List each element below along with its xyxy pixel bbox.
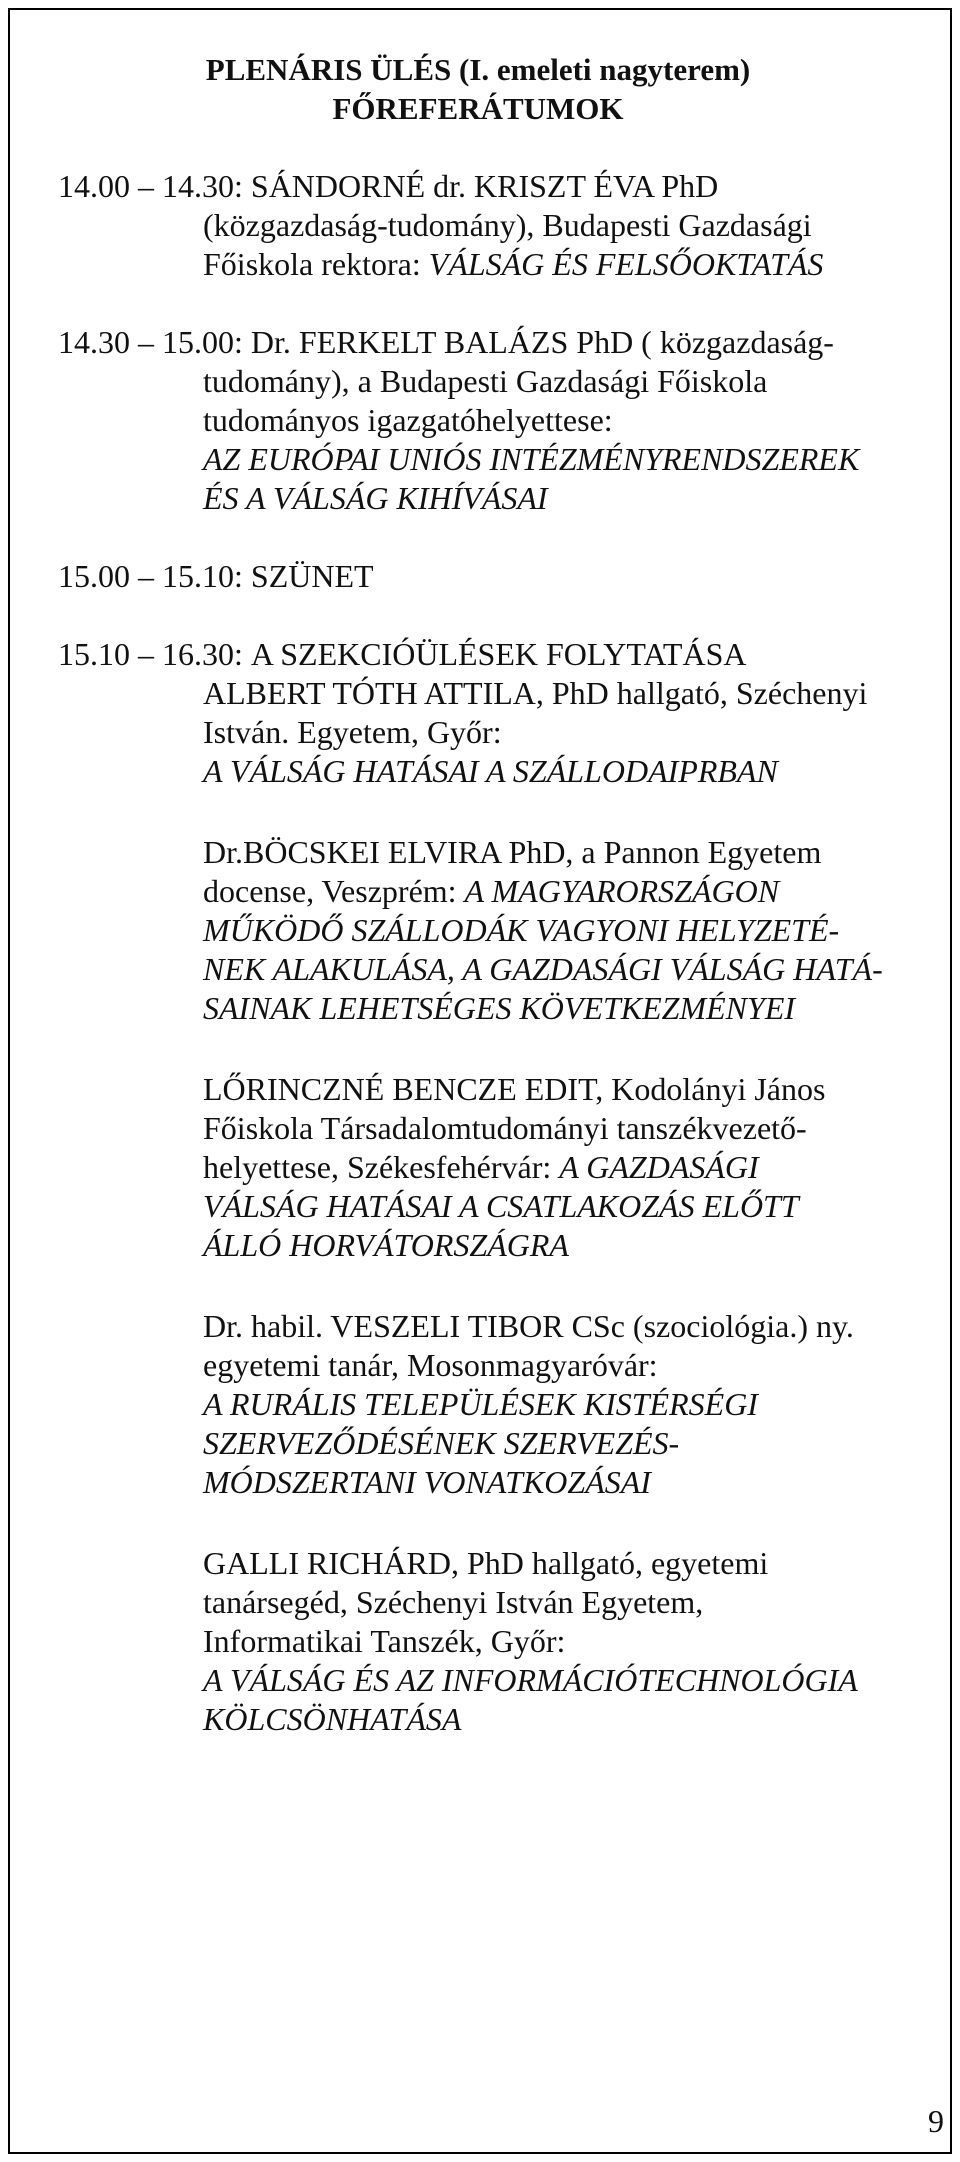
entry-line bbox=[58, 401, 918, 440]
speaker-entry bbox=[203, 833, 918, 1028]
speaker-list bbox=[58, 674, 918, 1739]
speaker-line bbox=[203, 950, 918, 989]
speaker-line-title: ÁLLÓ HORVÁTORSZÁGRA bbox=[203, 1227, 569, 1263]
schedule-entry bbox=[58, 635, 918, 674]
speaker-entry bbox=[203, 1544, 918, 1739]
speaker-line-text: Dr. habil. VESZELI TIBOR CSc (szociológia.) ny. bbox=[203, 1308, 854, 1344]
speaker-line bbox=[203, 1385, 918, 1424]
entry-line bbox=[58, 635, 918, 674]
entry-time: 15.00 – 15.10: bbox=[58, 558, 251, 594]
speaker-line-text: egyetemi tanár, Mosonmagyaróvár: bbox=[203, 1347, 658, 1383]
page-number: 9 bbox=[928, 2103, 944, 2139]
speaker-entry bbox=[203, 1070, 918, 1265]
speaker-line-title: KÖLCSÖNHATÁSA bbox=[203, 1701, 462, 1737]
speaker-line-text: docense, Veszprém: bbox=[203, 873, 465, 909]
entry-line-text: tudomány), a Budapesti Gazdasági Főiskola bbox=[203, 363, 768, 399]
entry-time: 14.30 – 15.00: bbox=[58, 324, 251, 360]
schedule-entry bbox=[58, 323, 918, 518]
speaker-line-text: GALLI RICHÁRD, PhD hallgató, egyetemi bbox=[203, 1545, 769, 1581]
session-title bbox=[38, 50, 918, 128]
speaker-line bbox=[203, 1700, 918, 1739]
speaker-line-title: A RURÁLIS TELEPÜLÉSEK KISTÉRSÉGI bbox=[203, 1386, 758, 1422]
entry-line bbox=[58, 362, 918, 401]
speaker-line bbox=[203, 674, 918, 713]
speaker-line bbox=[203, 1346, 918, 1385]
entry-line-content-text: Dr. FERKELT BALÁZS PhD ( közgazdaság- bbox=[250, 324, 834, 360]
schedule-entries bbox=[58, 167, 918, 674]
entry-line-content bbox=[251, 324, 834, 360]
entry-time: 14.00 – 14.30: bbox=[58, 168, 251, 204]
entry-line bbox=[58, 206, 918, 245]
entry-line-title: ÉS A VÁLSÁG KIHÍVÁSAI bbox=[203, 480, 548, 516]
speaker-line bbox=[203, 911, 918, 950]
speaker-line bbox=[203, 1463, 918, 1502]
speaker-line-title: SAINAK LEHETSÉGES KÖVETKEZMÉNYEI bbox=[203, 990, 796, 1026]
entry-line bbox=[58, 245, 918, 284]
speaker-line-text: István. Egyetem, Győr: bbox=[203, 714, 502, 750]
speaker-entry bbox=[203, 1307, 918, 1502]
session-title-line1: PLENÁRIS ÜLÉS (I. emeleti nagyterem) bbox=[205, 52, 751, 87]
speaker-line bbox=[203, 1109, 918, 1148]
entry-time: 15.10 – 16.30: bbox=[58, 636, 251, 672]
entry-line-text: tudományos igazgatóhelyettese: bbox=[203, 402, 613, 438]
speaker-line-title: NEK ALAKULÁSA, A GAZDASÁGI VÁLSÁG HATÁ- bbox=[203, 951, 883, 987]
speaker-line bbox=[203, 989, 918, 1028]
entry-line-text: Főiskola rektora: bbox=[203, 246, 429, 282]
speaker-line bbox=[203, 1544, 918, 1583]
speaker-line bbox=[203, 872, 918, 911]
entry-line bbox=[58, 167, 918, 206]
speaker-line-title: SZERVEZŐDÉSÉNEK SZERVEZÉS- bbox=[203, 1425, 680, 1461]
speaker-line-text: ALBERT TÓTH ATTILA, PhD hallgató, Széchenyi bbox=[203, 675, 868, 711]
entry-line-content bbox=[251, 636, 747, 672]
speaker-line-text: helyettese, Székesfehérvár: bbox=[203, 1149, 560, 1185]
entry-line bbox=[58, 557, 918, 596]
speaker-line-text: tanársegéd, Széchenyi István Egyetem, bbox=[203, 1584, 704, 1620]
speaker-line-title: A GAZDASÁGI bbox=[559, 1149, 759, 1185]
schedule-entry bbox=[58, 167, 918, 284]
entry-line-content-text: A SZEKCIÓÜLÉSEK FOLYTATÁSA bbox=[250, 636, 747, 672]
program-content bbox=[58, 50, 918, 1739]
entry-line bbox=[58, 479, 918, 518]
speaker-line-title: A VÁLSÁG ÉS AZ INFORMÁCIÓTECHNOLÓGIA bbox=[203, 1662, 858, 1698]
speaker-line bbox=[203, 752, 918, 791]
speaker-line-text: Főiskola Társadalomtudományi tanszékvezető- bbox=[203, 1110, 807, 1146]
speaker-line-title: A MAGYARORSZÁGON bbox=[464, 873, 780, 909]
entry-line-content-text: SÁNDORNÉ dr. KRISZT ÉVA PhD bbox=[250, 168, 719, 204]
speaker-line-title: VÁLSÁG HATÁSAI A CSATLAKOZÁS ELŐTT bbox=[203, 1188, 799, 1224]
speaker-line bbox=[203, 1187, 918, 1226]
entry-line-content bbox=[251, 558, 374, 594]
entry-line-content bbox=[251, 168, 718, 204]
speaker-line bbox=[203, 1148, 918, 1187]
speaker-line bbox=[203, 1226, 918, 1265]
speaker-line bbox=[203, 713, 918, 752]
speaker-line-text: Dr.BÖCSKEI ELVIRA PhD, a Pannon Egyetem bbox=[203, 834, 822, 870]
speaker-line-text: LŐRINCZNÉ BENCZE EDIT, Kodolányi János bbox=[203, 1071, 826, 1107]
speaker-line-text: Informatikai Tanszék, Győr: bbox=[203, 1623, 566, 1659]
speaker-line-title: MŰKÖDŐ SZÁLLODÁK VAGYONI HELYZETÉ- bbox=[203, 912, 840, 948]
entry-line bbox=[58, 323, 918, 362]
speaker-line-title: MÓDSZERTANI VONATKOZÁSAI bbox=[203, 1464, 651, 1500]
speaker-line bbox=[203, 1622, 918, 1661]
schedule-entry bbox=[58, 557, 918, 596]
speaker-line bbox=[203, 1661, 918, 1700]
speaker-line bbox=[203, 1307, 918, 1346]
speaker-line bbox=[203, 1583, 918, 1622]
entry-line-title: VÁLSÁG ÉS FELSŐOKTATÁS bbox=[428, 246, 824, 282]
speaker-line bbox=[203, 833, 918, 872]
entry-line-title: AZ EURÓPAI UNIÓS INTÉZMÉNYRENDSZEREK bbox=[203, 441, 860, 477]
entry-line bbox=[58, 440, 918, 479]
speaker-line bbox=[203, 1424, 918, 1463]
speaker-entry bbox=[203, 674, 918, 791]
speaker-line bbox=[203, 1070, 918, 1109]
entry-line-content-text: SZÜNET bbox=[250, 558, 374, 594]
session-title-line2: FŐREFERÁTUMOK bbox=[332, 91, 624, 126]
entry-line-text: (közgazdaság-tudomány), Budapesti Gazdasági bbox=[203, 207, 812, 243]
speaker-line-title: A VÁLSÁG HATÁSAI A SZÁLLODAIPRBAN bbox=[203, 753, 778, 789]
